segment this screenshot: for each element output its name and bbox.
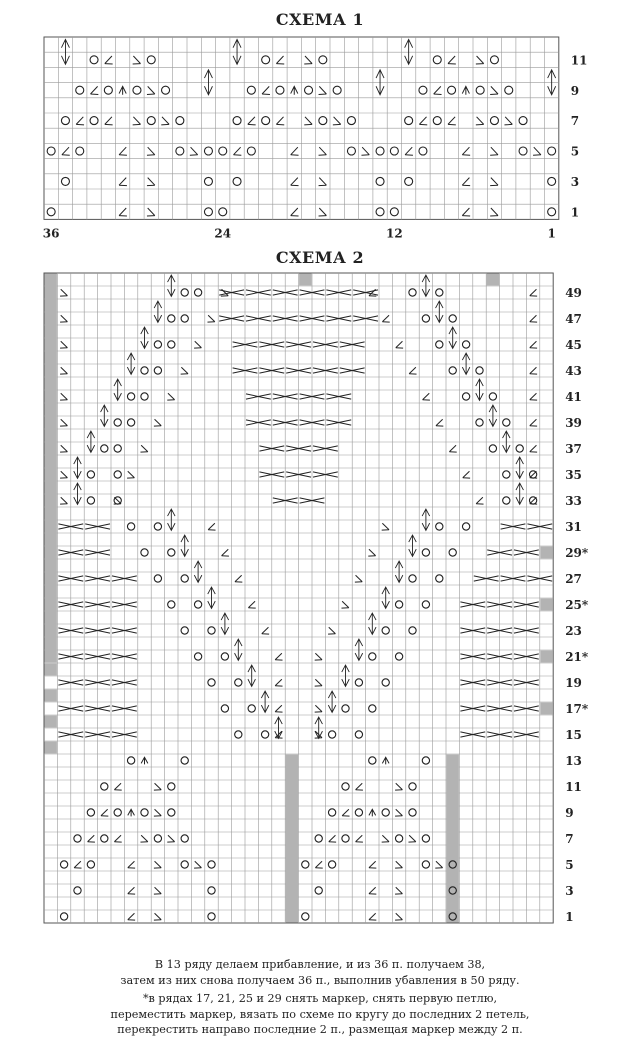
scheme1-row-label: 1 <box>570 205 580 220</box>
scheme1-title: СХЕМА 1 <box>275 10 365 29</box>
note-line-3: *в рядах 17, 21, 25 и 29 снять маркер, снять первую петлю, <box>142 992 498 1005</box>
scheme1-row-label: 9 <box>570 83 580 98</box>
no-stitch-cell <box>45 742 57 754</box>
scheme2-row-label: 39 <box>565 416 582 431</box>
no-stitch-cell <box>45 664 57 676</box>
scheme1-row-label: 11 <box>570 53 588 68</box>
no-stitch-cell <box>45 690 57 702</box>
note-marker <box>20 991 620 1038</box>
scheme1-row-label: 3 <box>570 174 580 189</box>
scheme2-row-label: 43 <box>565 364 582 379</box>
no-stitch-cell <box>447 755 459 923</box>
note-increase <box>20 957 620 988</box>
scheme1-row-label: 5 <box>570 144 580 159</box>
scheme2-row-label: 23 <box>565 624 582 639</box>
scheme2-row-label: 7 <box>565 832 574 847</box>
scheme2-row-label: 3 <box>565 884 574 899</box>
scheme1-col-label: 1 <box>547 226 556 241</box>
scheme2-row-label: 37 <box>565 442 582 457</box>
note-line-2: затем из них снова получаем 36 п., выполнив убавления в 50 ряду. <box>120 973 520 987</box>
scheme1-col-label: 24 <box>214 226 232 241</box>
scheme2-row-label: 45 <box>565 338 582 353</box>
scheme2-row-label: 33 <box>565 494 582 509</box>
scheme2-row-label: 47 <box>565 312 582 327</box>
scheme2-row-label: 49 <box>565 286 582 301</box>
scheme2-labels <box>565 286 589 924</box>
no-stitch-cell <box>299 274 311 286</box>
scheme2-row-label: 29* <box>565 546 589 561</box>
no-stitch-cell <box>45 716 57 728</box>
no-stitch-cell <box>540 599 552 611</box>
scheme2-row-label: 17* <box>565 702 589 717</box>
no-stitch-cell <box>540 651 552 663</box>
scheme2-row-label: 25* <box>565 598 589 613</box>
scheme2-row-label: 15 <box>565 728 582 743</box>
scheme2-row-label: 19 <box>565 676 582 691</box>
scheme2-row-label: 9 <box>565 806 574 821</box>
scheme2-row-label: 5 <box>565 858 574 873</box>
no-stitch-cell <box>540 547 552 559</box>
scheme2-row-label: 11 <box>565 780 582 795</box>
note-line-1: В 13 ряду делаем прибавление, и из 36 п. получаем 38, <box>154 958 486 971</box>
no-stitch-cell <box>487 274 499 286</box>
note-line-4: переместить маркер, вязать по схеме по кругу до последних 2 петель, <box>110 1007 530 1021</box>
scheme1-grid <box>44 37 559 219</box>
scheme2-row-label: 35 <box>565 468 582 483</box>
scheme1-col-label: 36 <box>42 226 60 241</box>
note-line-5: перекрестить направо последние 2 п., размещая маркер между 2 п. <box>117 1023 523 1036</box>
scheme1-row-label: 7 <box>570 114 580 129</box>
scheme2-title: СХЕМА 2 <box>275 248 365 267</box>
scheme2-row-label: 41 <box>565 390 582 405</box>
scheme2-row-label: 21* <box>565 650 589 665</box>
no-stitch-cell <box>45 274 57 663</box>
no-stitch-cell <box>286 755 298 923</box>
scheme2-row-label: 27 <box>565 572 582 587</box>
scheme1-col-label: 12 <box>385 226 403 241</box>
no-stitch-cell <box>540 703 552 715</box>
scheme2-row-label: 1 <box>565 910 574 925</box>
scheme2-row-label: 31 <box>565 520 582 535</box>
scheme2-row-label: 13 <box>565 754 582 769</box>
